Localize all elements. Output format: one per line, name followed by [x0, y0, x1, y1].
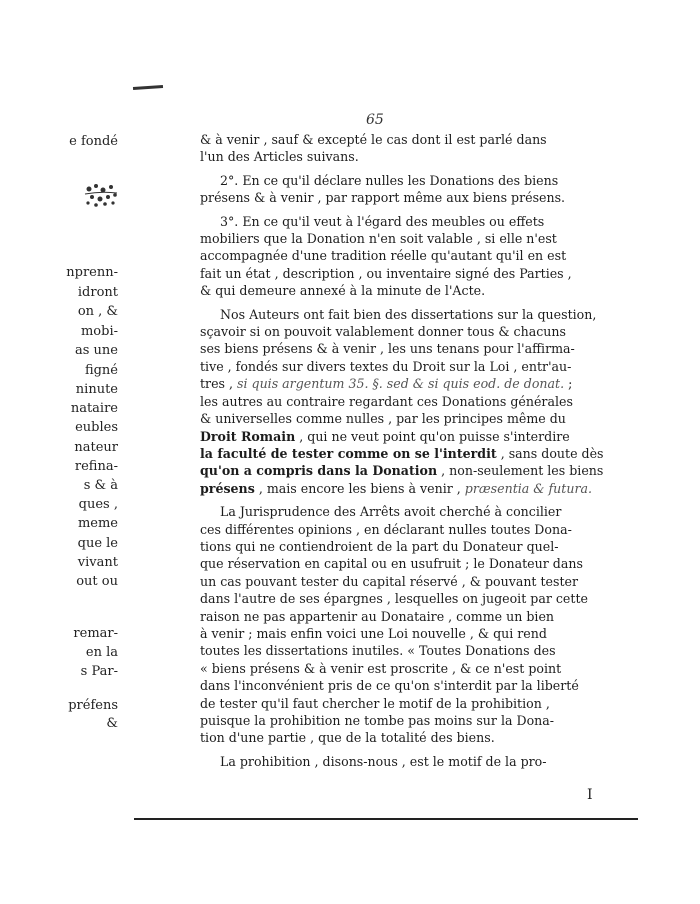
- margin-line: s Par-: [80, 664, 118, 679]
- body-line: à venir ; mais enfin voici une Loi nouvelle , & qui rend: [200, 625, 547, 641]
- body-line: 3°. En ce qu'il veut à l'égard des meubles ou effets: [220, 213, 545, 229]
- left-margin-bleed: [58, 0, 118, 904]
- body-line: mobiliers que la Donation n'en soit valable , si elle n'est: [200, 231, 557, 247]
- body-line: un cas pouvant tester du capital réservé , & pouvant tester: [200, 573, 579, 589]
- body-line: puisque la prohibition ne tombe pas moins sur la Dona-: [200, 713, 555, 728]
- body-line: dans l'autre de ses épargnes , lesquelles on jugeoit par cette: [200, 591, 588, 607]
- body-line: & universelles comme nulles , par les principes même du: [200, 411, 566, 427]
- body-line: présens , mais encore les biens à venir , præsentia & futura.: [200, 480, 593, 496]
- body-line: ses biens présens & à venir , les uns tenans pour l'affirma-: [200, 341, 575, 357]
- margin-top-word: e fondé: [69, 134, 118, 149]
- body-line: La prohibition , disons-nous , est le motif de la pro-: [220, 753, 547, 769]
- body-line: la faculté de tester comme on se l'interdit , sans doute dès: [200, 445, 604, 461]
- body-line: dans l'inconvénient pris de ce qu'on s'interdit par la liberté: [200, 678, 579, 694]
- margin-line: remar-: [73, 626, 118, 641]
- main-text-block: [200, 131, 610, 770]
- page-edge-rule: [134, 818, 638, 820]
- margin-line: on , &: [77, 304, 118, 319]
- body-line: « biens présens & à venir est proscrite , & ce n'est point: [200, 660, 562, 676]
- body-line: toutes les dissertations inutiles. « Toutes Donations des: [200, 643, 556, 659]
- margin-line: en la: [85, 645, 118, 660]
- margin-line: &: [106, 716, 118, 731]
- margin-line: as une: [75, 343, 118, 358]
- margin-line: ques ,: [78, 497, 118, 512]
- body-line: tion d'une partie , que de la totalité des biens.: [200, 730, 495, 746]
- margin-line: nataire: [70, 401, 118, 416]
- margin-line: nprenn-: [66, 265, 118, 280]
- fleuron-ornament-icon: [83, 181, 119, 209]
- margin-line: vivant: [77, 555, 118, 570]
- margin-line: eubles: [75, 420, 118, 435]
- body-line: & à venir , sauf & excepté le cas dont il est parlé dans: [200, 132, 547, 147]
- body-line: Droit Romain , qui ne veut point qu'on puisse s'interdire: [200, 428, 570, 444]
- body-line: accompagnée d'une tradition réelle qu'autant qu'il en est: [200, 248, 567, 264]
- body-line: 2°. En ce qu'il déclare nulles les Donations des biens: [220, 172, 559, 188]
- body-line: qu'on a compris dans la Donation , non-seulement les biens: [200, 463, 604, 479]
- body-line: que réservation en capital ou en usufruit ; le Donateur dans: [200, 556, 583, 572]
- emphasis-text: présens: [200, 480, 255, 496]
- margin-line: préfens: [68, 698, 118, 713]
- body-line: les autres au contraire regardant ces Donations générales: [200, 393, 573, 409]
- body-line: tions qui ne contiendroient de la part du Donateur quel-: [200, 538, 559, 554]
- latin-citation: si quis argentum 35. §. sed & si quis eod. de donat.: [237, 376, 565, 392]
- scan-artifact-mark: [133, 85, 163, 90]
- margin-line: que le: [77, 536, 118, 551]
- emphasis-text: qu'on a compris dans la Donation: [200, 463, 438, 479]
- body-line: tres , si quis argentum 35. §. sed & si quis eod. de donat. ;: [200, 376, 573, 392]
- body-line: ces différentes opinions , en déclarant nulles toutes Dona-: [200, 521, 572, 537]
- margin-line: ninute: [75, 382, 118, 397]
- body-line: sçavoir si on pouvoit valablement donner tous & chacuns: [200, 324, 566, 340]
- body-line: tive , fondés sur divers textes du Droit sur la Loi , entr'au-: [200, 358, 572, 374]
- body-line: l'un des Articles suivans.: [200, 149, 359, 165]
- body-line: présens & à venir , par rapport même aux biens présens.: [200, 190, 566, 206]
- margin-line: out ou: [76, 574, 118, 589]
- page-number: 65: [366, 112, 384, 128]
- latin-citation: præsentia & futura.: [464, 480, 593, 496]
- margin-line: mobi-: [80, 324, 118, 339]
- margin-line: figné: [84, 363, 118, 378]
- body-line: Nos Auteurs ont fait bien des dissertations sur la question,: [220, 306, 597, 322]
- margin-line: idront: [77, 285, 118, 300]
- body-line: & qui demeure annexé à la minute de l'Acte.: [200, 283, 486, 299]
- signature-mark: I: [587, 787, 593, 803]
- body-line: La Jurisprudence des Arrêts avoit cherché à concilier: [220, 504, 562, 520]
- margin-line: s & à: [83, 478, 118, 493]
- body-line: raison ne pas appartenir au Donataire , comme un bien: [200, 608, 555, 624]
- body-line: de tester qu'il faut chercher le motif de la prohibition ,: [200, 695, 550, 711]
- margin-line: refina-: [74, 459, 118, 474]
- emphasis-text: Droit Romain: [200, 428, 296, 444]
- margin-line: nateur: [74, 440, 118, 455]
- emphasis-text: la faculté de tester comme on se l'interdit: [200, 445, 497, 461]
- body-line: fait un état , description , ou inventaire signé des Parties ,: [200, 265, 572, 281]
- margin-line: meme: [77, 516, 118, 531]
